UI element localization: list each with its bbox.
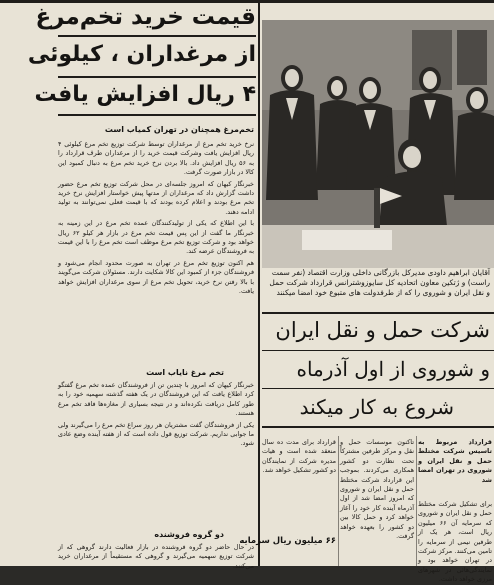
egg-paragraph: در حال حاضر دو گروه فروشنده در بازار فعالیت دارند گروهی که از شرکت توزیع سهمیه می‌گیرند و گروهی که مستقیماً از مرغداران خرید می‌کنند. (58, 543, 254, 570)
headline-line-1: قیمت خرید تخم‌مرغ (35, 4, 256, 30)
egg-body (58, 140, 254, 362)
headline-underline-1 (58, 35, 256, 37)
egg-paragraph: هم اکنون توزیع تخم مرغ در تهران به صورت محدود انجام می‌شود و فروشندگان جزء از کمبود این کالا شکایت دارند. مسئولان شرکت می‌گویند با بالا رفتن نرخ خرید، تحویل تخم مرغ از سوی مرغداران افزایش خواهد یافت. (58, 258, 254, 296)
headline-rule-2 (262, 388, 494, 389)
egg-paragraph: نرخ خرید تخم مرغ از مرغداران توسط شرکت توزیع تخم مرغ کیلوئی ۴ ریال افزایش یافت وشرکت قیمت خرید را از مرغداران طرف قرارداد را به ۵۶ ریال افزایش داد. بالا بردن نرخ خرید تخم مرغ به دنبال کمبود این کالا در بازار صورت گرفت. (58, 140, 254, 177)
egg-subhead-2: تخم مرغ نایاب است (146, 368, 224, 377)
transport-headline-line-2: و شوروی از اول آذرماه (296, 357, 490, 381)
top-rule (0, 0, 494, 3)
egg-paragraph: خبرنگار کیهان که امروز جلسه‌ای در محل شرکت توزیع تخم مرغ حضور داشت گزارش داد که مرغداران از مدتها پیش خواستار افزایش نرخ خرید تخم مرغ بودند و اعلام کرده بودند که با قیمت فعلی نمی‌توانند به تولید ادامه دهند. (58, 179, 254, 216)
headline-line-3: ۴ ریال افزایش یافت (34, 82, 256, 107)
egg-paragraph: با این اطلاع که یکی از تولیدکنندگان عمده تخم مرغ در این زمینه به خبرنگار ما گفت از این پس قیمت تخم مرغ در بازار هر کیلو ۶۲ ریال خواهد بود و شرکت توزیع تخم مرغ موظف است تخم مرغ را با این قیمت به فروشندگان عرضه کند. (58, 219, 254, 256)
egg-body-2 (58, 381, 254, 527)
headline-rule-1 (262, 350, 494, 351)
signing-photo-image (262, 20, 494, 268)
headline-underline-2 (58, 76, 256, 78)
transport-headline-line-1: شرکت حمل و نقل ایران (275, 318, 490, 342)
column-rule (258, 0, 260, 566)
transport-column: برای تشکیل شرکت مختلط حمل و نقل ایران و شوروی که سرمایه آن ۶۶ میلیون ریال است، هر یک از طرفین نیمی از سرمایه را تامین می‌کنند. مرکز شرکت در تهران خواهد بود و نمایندگی‌هائی در شهرهای مرزی خواهد داشت. (418, 500, 492, 584)
egg-paragraph: یکی از فروشندگان گفت مشتریان هر روز سراغ تخم مرغ را می‌گیرند ولی ما جوابی نداریم. شرکت توزیع قول داده است که از هفته آینده وضع عادی شود. (58, 420, 254, 448)
signing-photo (262, 20, 494, 268)
inner-column-rule (416, 436, 417, 566)
transport-headline-block (262, 312, 494, 432)
egg-subhead: تخم‌مرغ همچنان در تهران کمیاب است (104, 125, 254, 134)
headline-rule-top (262, 312, 494, 314)
egg-body-3 (58, 543, 254, 570)
transport-column: قرارداد برای مدت ده سال منعقد شده است و هیات مدیره شرکت از نمایندگان دو کشور تشکیل خواهد شد. (262, 438, 336, 475)
headline-underline-3 (58, 114, 256, 116)
capital-subhead: ۶۶ میلیون ریال سرمایه (239, 536, 336, 546)
egg-headline-block (27, 4, 256, 122)
photo-caption: آقایان ابراهیم داودی مدیرکل بازرگانی داخلی وزارت اقتصاد (نفر سمت راست) و ژتکین معاون اتحادیه کل سایوزوشترانس قرارداد شرکت حمل و نقل ایران و شوروی را که از طرفدولت های متبوع خود امضا میکنند (269, 268, 490, 297)
transport-lead: قرارداد مربوط به تاسیس شرکت مختلط حمل و نقل ایران و شوروی در تهران امضا شد (418, 438, 492, 484)
headline-line-2: از مرغداران ، کیلوئی (27, 42, 256, 67)
egg-subhead-3: دو گروه فروشنده (154, 530, 224, 539)
headline-rule-bottom (262, 426, 494, 428)
transport-headline-line-3: شروع به کار میکند (299, 395, 454, 419)
egg-paragraph: خبرنگار کیهان که امروز با چندین تن از فروشندگان عمده تخم مرغ گفتگو کرد اطلاع یافت که این فروشندگان در یک هفته گذشته سهمیه خود را به طور کامل دریافت نکرده‌اند و در نتیجه بسیاری از مغازه‌ها فاقد تخم مرغ هستند. (58, 381, 254, 418)
adjacent-column (0, 0, 54, 566)
transport-column: تاکنون موسسات حمل و نقل و مرکز طرفین مشترکاً تحت نظارت دو کشور همکاری می‌کردند. بموجب این قرارداد شرکت مختلط حمل و نقل ایران و شوروی که امروز امضا شد از اول آذرماه آینده کار خود را آغاز خواهد کرد و حمل کالا بین دو کشور را بعهده خواهد گرفت. (340, 438, 414, 541)
inner-column-rule (338, 436, 339, 566)
